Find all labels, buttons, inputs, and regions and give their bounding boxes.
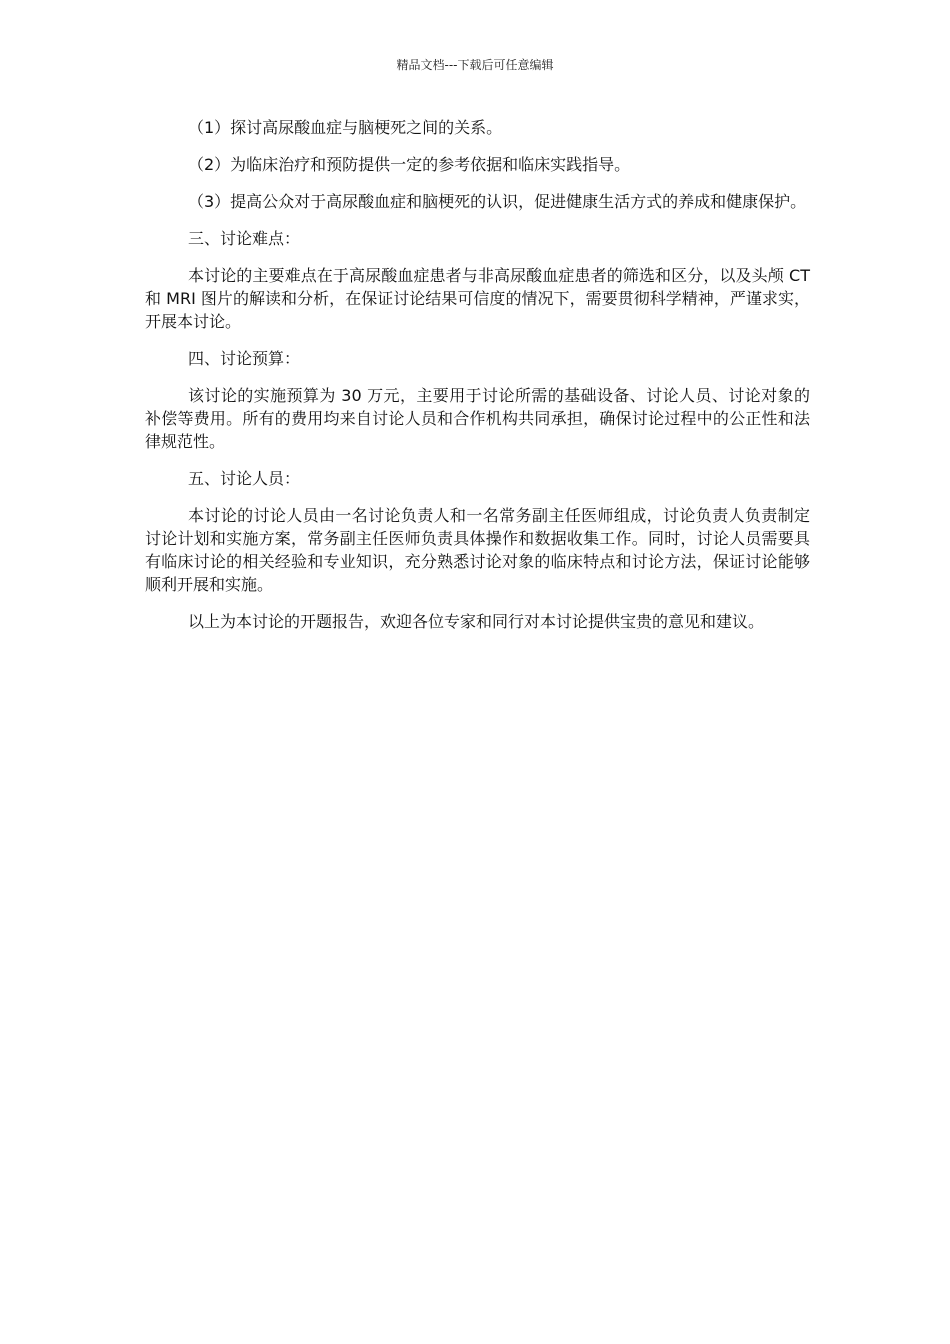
difficulties-paragraph: 本讨论的主要难点在于高尿酸血症患者与非高尿酸血症患者的筛选和区分，以及头颅 CT 和 MRI 图片的解读和分析，在保证讨论结果可信度的情况下，需要贯彻科学精神，严谨求实，开展本讨论。 bbox=[145, 266, 810, 331]
section-heading-difficulties: 三、讨论难点： bbox=[188, 229, 301, 248]
budget-paragraph: 该讨论的实施预算为 30 万元，主要用于讨论所需的基础设备、讨论人员、讨论对象的补偿等费用。所有的费用均来自讨论人员和合作机构共同承担，确保讨论过程中的公正性和法律规范性。 bbox=[145, 386, 810, 451]
page-header: 精品文档---下载后可任意编辑 bbox=[396, 58, 554, 72]
section-heading-personnel: 五、讨论人员： bbox=[188, 469, 301, 488]
objective-3: （3）提高公众对于高尿酸血症和脑梗死的认识，促进健康生活方式的养成和健康保护。 bbox=[188, 192, 807, 211]
objective-1: （1）探讨高尿酸血症与脑梗死之间的关系。 bbox=[188, 118, 503, 137]
section-heading-budget: 四、讨论预算： bbox=[188, 349, 301, 368]
closing-paragraph: 以上为本讨论的开题报告，欢迎各位专家和同行对本讨论提供宝贵的意见和建议。 bbox=[188, 612, 765, 631]
personnel-paragraph: 本讨论的讨论人员由一名讨论负责人和一名常务副主任医师组成，讨论负责人负责制定讨论计划和实施方案，常务副主任医师负责具体操作和数据收集工作。同时，讨论人员需要具有临床讨论的相关经验和专业知识，充分熟悉讨论对象的临床特点和讨论方法，保证讨论能够顺利开展和实施。 bbox=[145, 506, 810, 594]
document-body bbox=[145, 116, 810, 647]
objective-2: （2）为临床治疗和预防提供一定的参考依据和临床实践指导。 bbox=[188, 155, 631, 174]
